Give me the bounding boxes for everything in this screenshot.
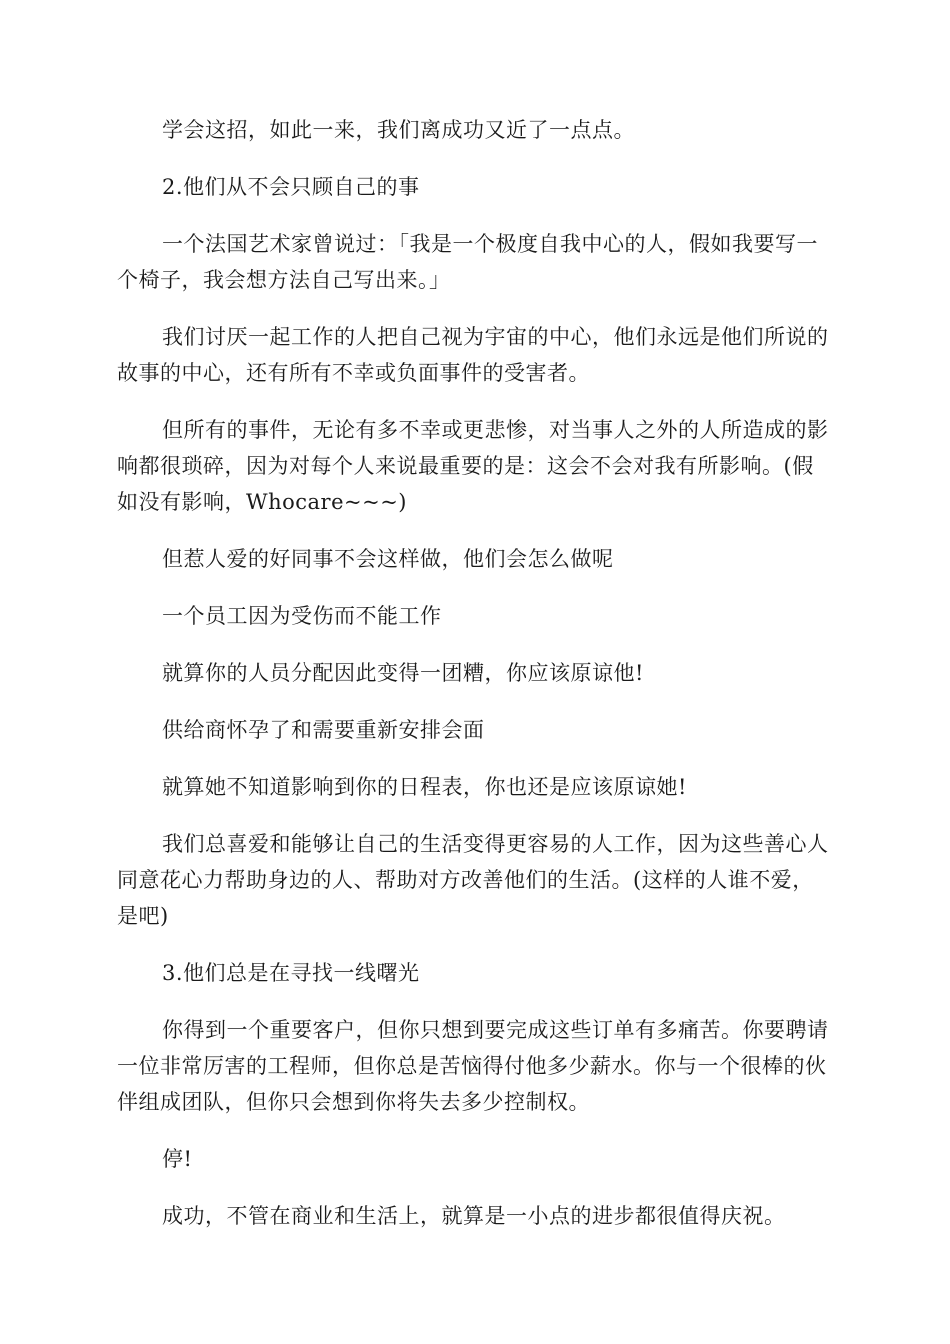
section-heading-3: 3.他们总是在寻找一线曙光	[162, 961, 420, 985]
paragraph-14: 停!	[162, 1147, 193, 1171]
paragraph-10: 就算她不知道影响到你的日程表，你也还是应该原谅她!	[162, 775, 687, 799]
paragraph-6: 但惹人爱的好同事不会这样做，他们会怎么做呢	[162, 547, 614, 571]
paragraph-8: 就算你的人员分配因此变得一团糟，你应该原谅他!	[162, 661, 644, 685]
paragraph-9: 供给商怀孕了和需要重新安排会面	[162, 718, 485, 742]
paragraph-5: 但所有的事件，无论有多不幸或更悲惨，对当事人之外的人所造成的影响都很琐碎，因为对每个人来说最重要的是：这会不会对我有所影响。(假如没有影响，Whocare~~~)	[117, 418, 829, 514]
paragraph-11: 我们总喜爱和能够让自己的生活变得更容易的人工作，因为这些善心人同意花心力帮助身边的人、帮助对方改善他们的生活。(这样的人谁不爱，是吧)	[117, 832, 829, 928]
section-heading-2: 2.他们从不会只顾自己的事	[162, 175, 420, 199]
paragraph-4: 我们讨厌一起工作的人把自己视为宇宙的中心，他们永远是他们所说的故事的中心，还有所有不幸或负面事件的受害者。	[117, 325, 829, 385]
paragraph-3: 一个法国艺术家曾说过：「我是一个极度自我中心的人，假如我要写一个椅子，我会想方法自己写出来。」	[117, 232, 818, 292]
paragraph-15: 成功，不管在商业和生活上，就算是一小点的进步都很值得庆祝。	[162, 1204, 786, 1228]
document-body	[117, 112, 833, 1255]
paragraph-1: 学会这招，如此一来，我们离成功又近了一点点。	[162, 118, 635, 142]
paragraph-13: 你得到一个重要客户，但你只想到要完成这些订单有多痛苦。你要聘请一位非常厉害的工程师，但你总是苦恼得付他多少薪水。你与一个很棒的伙伴组成团队，但你只会想到你将失去多少控制权。	[117, 1018, 829, 1114]
paragraph-7: 一个员工因为受伤而不能工作	[162, 604, 442, 628]
